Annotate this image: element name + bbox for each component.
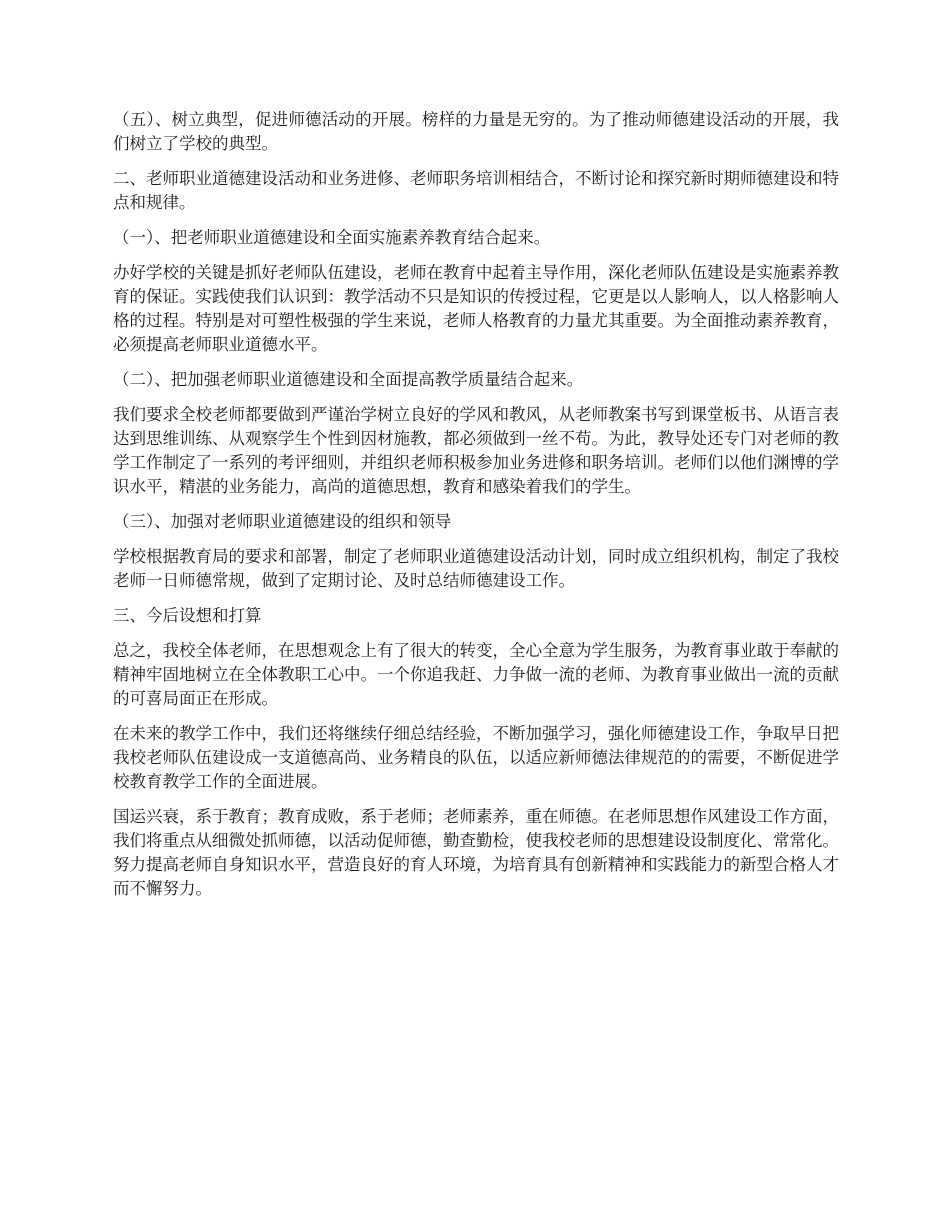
paragraph-subsection-3-body: 学校根据教育局的要求和部署，制定了老师职业道德建设活动计划，同时成立组织机构，制定了我校老师一日师德常规，做到了定期讨论、及时总结师德建设工作。	[113, 547, 839, 590]
paragraph-subsection-2-heading: （二）、把加强老师职业道德建设和全面提高教学质量结合起来。	[113, 370, 584, 389]
paragraph-future-work: 在未来的教学工作中，我们还将继续仔细总结经验，不断加强学习，强化师德建设工作，争取早日把我校老师队伍建设成一支道德高尚、业务精良的队伍，以适应新师德法律规范的的需要，不断促进学校教育教学工作的全面进展。	[113, 724, 839, 791]
paragraph-part-3-heading: 三、今后设想和打算	[113, 606, 262, 625]
paragraph-subsection-3-heading: （三）、加强对老师职业道德建设的组织和领导	[113, 512, 452, 531]
paragraph-subsection-1-body: 办好学校的关键是抓好老师队伍建设，老师在教育中起着主导作用，深化老师队伍建设是实施素养教育的保证。实践使我们认识到：教学活动不只是知识的传授过程，它更是以人影响人，以人格影响人格的过程。特别是对可塑性极强的学生来说，老师人格教育的力量尤其重要。为全面推动素养教育，必须提高老师职业道德水平。	[113, 263, 839, 354]
paragraph-section-5-heading: （五）、树立典型，促进师德活动的开展。榜样的力量是无穷的。为了推动师德建设活动的开展，我们树立了学校的典型。	[113, 110, 839, 153]
paragraph-part-2-heading: 二、老师职业道德建设活动和业务进修、老师职务培训相结合，不断讨论和探究新时期师德建设和特点和规律。	[113, 169, 839, 212]
paragraph-conclusion: 国运兴衰，系于教育；教育成败，系于老师；老师素养，重在师德。在老师思想作风建设工作方面，我们将重点从细微处抓师德，以活动促师德，勤查勤检，使我校老师的思想建设设制度化、常常化。努力提高老师自身知识水平，营造良好的育人环境，为培育具有创新精神和实践能力的新型合格人才而不懈努力。	[113, 807, 839, 898]
paragraph-summary: 总之，我校全体老师，在思想观念上有了很大的转变，全心全意为学生服务，为教育事业敢于奉献的精神牢固地树立在全体教职工心中。一个你追我赶、力争做一流的老师、为教育事业做出一流的贡献的可喜局面正在形成。	[113, 641, 839, 708]
document-body	[113, 108, 839, 912]
paragraph-subsection-2-body: 我们要求全校老师都要做到严谨治学树立良好的学风和教风，从老师教案书写到课堂板书、从语言表达到思维训练、从观察学生个性到因材施教，都必须做到一丝不苟。为此，教导处还专门对老师的教学工作制定了一系列的考评细则，并组织老师积极参加业务进修和职务培训。老师们以他们渊博的学识水平，精湛的业务能力，高尚的道德思想，教育和感染着我们的学生。	[113, 405, 839, 496]
paragraph-subsection-1-heading: （一）、把老师职业道德建设和全面实施素养教育结合起来。	[113, 228, 551, 247]
